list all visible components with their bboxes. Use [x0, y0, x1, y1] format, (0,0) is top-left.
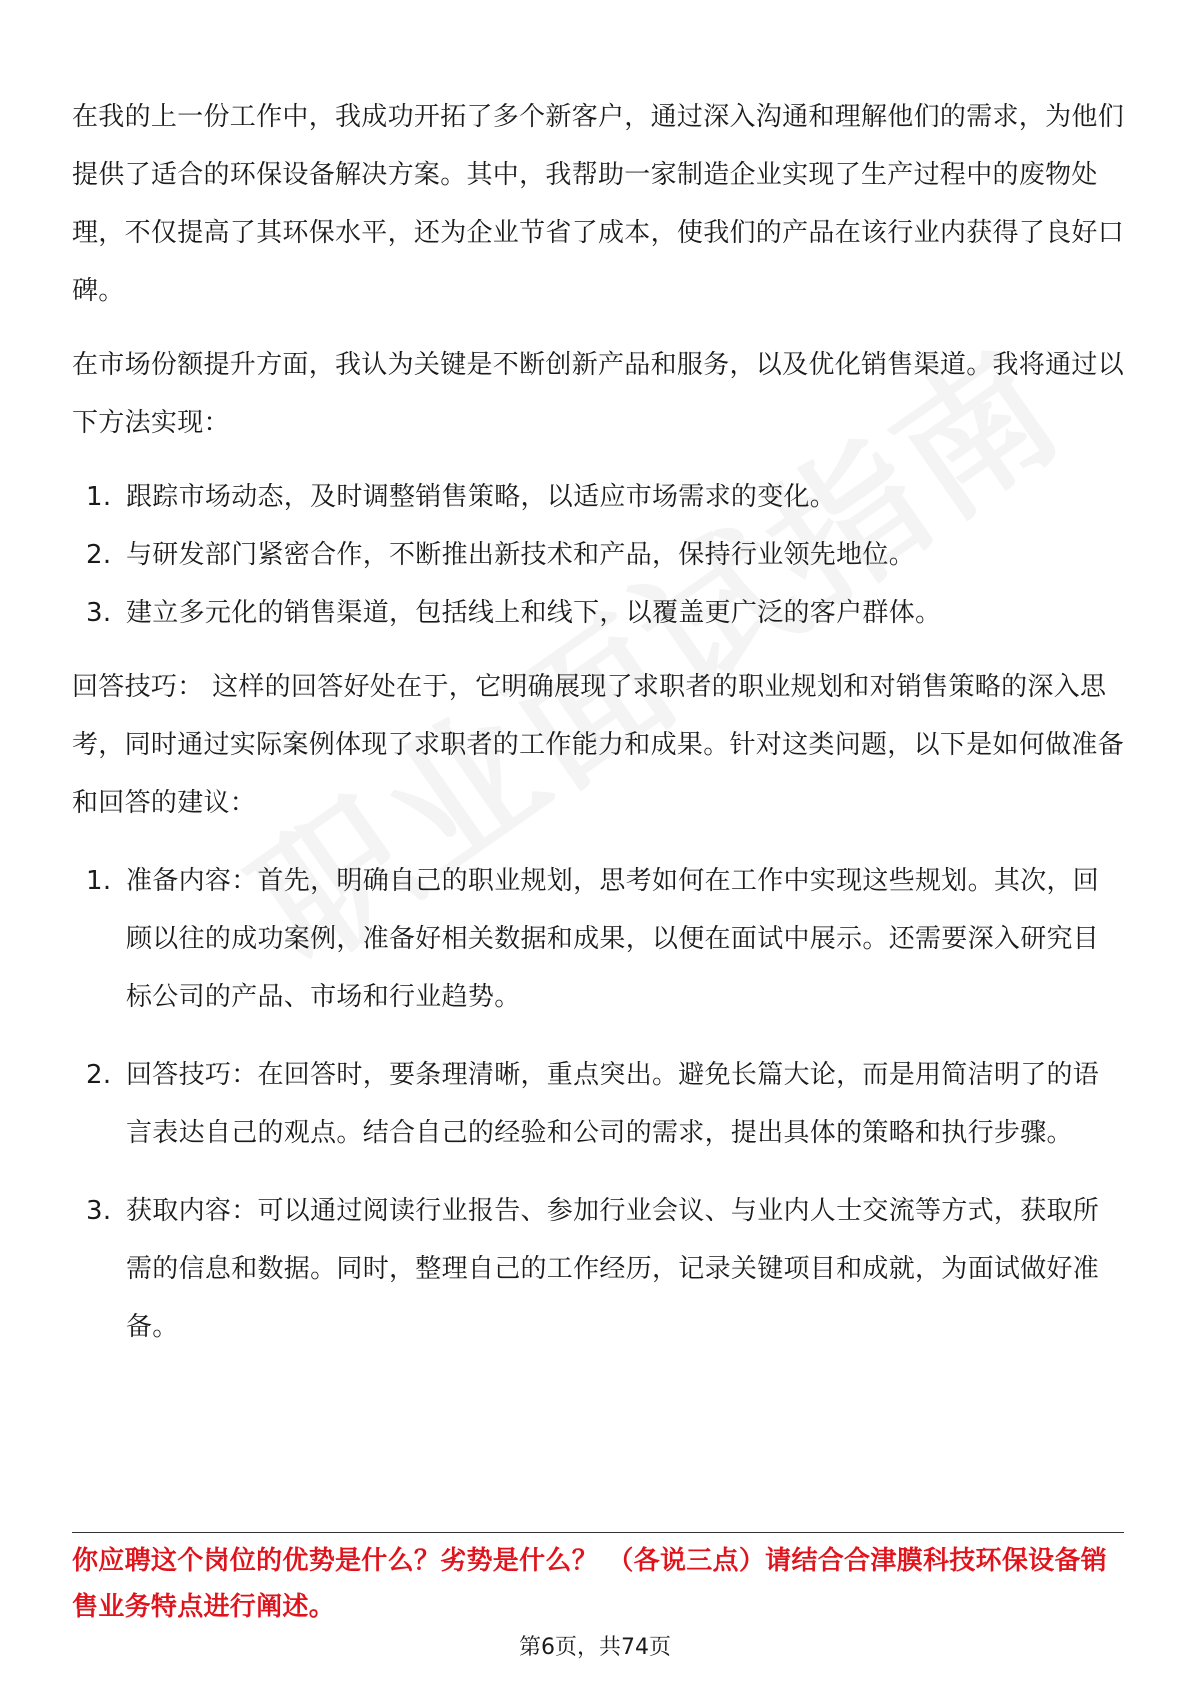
list-item: 2. 回答技巧：在回答时，要条理清晰，重点突出。避免长篇大论，而是用简洁明了的语言表达自己的观点。结合自己的经验和公司的需求，提出具体的策略和执行步骤。 [86, 1060, 1100, 1148]
paragraph-experience: 在我的上一份工作中，我成功开拓了多个新客户，通过深入沟通和理解他们的需求，为他们提供了适合的环保设备解决方案。其中，我帮助一家制造企业实现了生产过程中的废物处理，不仅提高了其环保水平，还为企业节省了成本，使我们的产品在该行业内获得了良好口碑。 [72, 102, 1125, 306]
page-content [72, 88, 1124, 1356]
list-item: 3. 获取内容：可以通过阅读行业报告、参加行业会议、与业内人士交流等方式，获取所需的信息和数据。同时，整理自己的工作经历，记录关键项目和成就，为面试做好准备。 [86, 1196, 1100, 1342]
method-list [72, 468, 1124, 642]
paragraph-market-share: 在市场份额提升方面，我认为关键是不断创新产品和服务，以及优化销售渠道。我将通过以下方法实现： [72, 350, 1125, 438]
list-item: 3. 建立多元化的销售渠道，包括线上和线下，以覆盖更广泛的客户群体。 [86, 598, 942, 628]
next-question: 你应聘这个岗位的优势是什么？劣势是什么？ （各说三点）请结合合津膜科技环保设备销售业务特点进行阐述。 [72, 1546, 1108, 1622]
advice-list [72, 852, 1124, 1356]
paragraph-answer-tips: 回答技巧： 这样的回答好处在于，它明确展现了求职者的职业规划和对销售策略的深入思考，同时通过实际案例体现了求职者的工作能力和成果。针对这类问题，以下是如何做准备和回答的建议： [72, 672, 1125, 818]
list-item: 1. 准备内容：首先，明确自己的职业规划，思考如何在工作中实现这些规划。其次，回顾以往的成功案例，准备好相关数据和成果，以便在面试中展示。还需要深入研究目标公司的产品、市场和行业趋势。 [86, 866, 1100, 1012]
list-item: 1. 跟踪市场动态，及时调整销售策略，以适应市场需求的变化。 [86, 482, 837, 512]
section-divider [72, 1532, 1124, 1533]
list-item: 2. 与研发部门紧密合作，不断推出新技术和产品，保持行业领先地位。 [86, 540, 916, 570]
page-number: 第6页，共74页 [519, 1635, 671, 1660]
